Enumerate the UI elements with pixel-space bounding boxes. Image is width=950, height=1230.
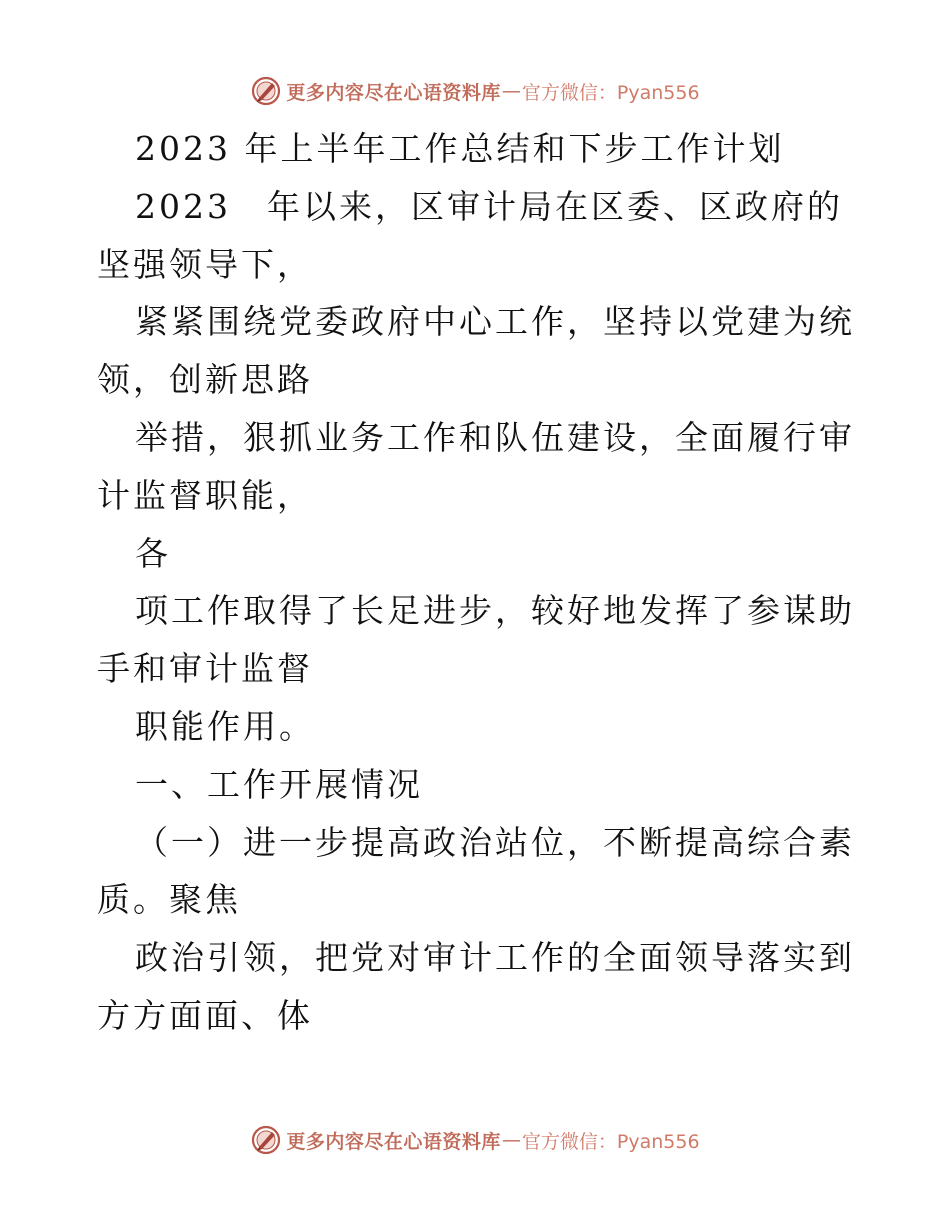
- pen-nib-circle-icon: [250, 1124, 282, 1156]
- watermark-contact: 官方微信：Pyan556: [521, 1130, 700, 1153]
- section-heading: 一、工作开展情况: [135, 764, 423, 804]
- pen-nib-circle-icon: [250, 75, 282, 107]
- paragraph: 各: [135, 533, 171, 573]
- paragraph: 职能作用。: [135, 706, 315, 746]
- paragraph: 项工作取得了长足进步，较好地发挥了参谋助手和审计监督: [97, 591, 855, 689]
- document-title: 2023 年上半年工作总结和下步工作计划: [135, 129, 785, 168]
- paragraph: 紧紧围绕党委政府中心工作，坚持以党建为统领，创新思路: [97, 302, 855, 400]
- watermark-separator: —: [501, 80, 521, 102]
- watermark-separator: —: [501, 1129, 521, 1151]
- paragraph: 举措，狠抓业务工作和队伍建设，全面履行审计监督职能，: [97, 417, 855, 515]
- paragraph: 2023 年以来，区审计局在区委、区政府的坚强领导下，: [97, 186, 843, 284]
- header-watermark: [0, 71, 950, 111]
- document-body: [97, 120, 857, 1045]
- paragraph: 政治引领，把党对审计工作的全面领导落实到方方面面、体: [97, 938, 855, 1035]
- watermark-brand: 更多内容尽在心语资料库: [286, 1130, 501, 1153]
- footer-watermark: [0, 1120, 950, 1160]
- watermark-brand: 更多内容尽在心语资料库: [286, 81, 501, 104]
- watermark-contact: 官方微信：Pyan556: [521, 81, 700, 104]
- paragraph: （一）进一步提高政治站位，不断提高综合素质。聚焦: [97, 822, 855, 920]
